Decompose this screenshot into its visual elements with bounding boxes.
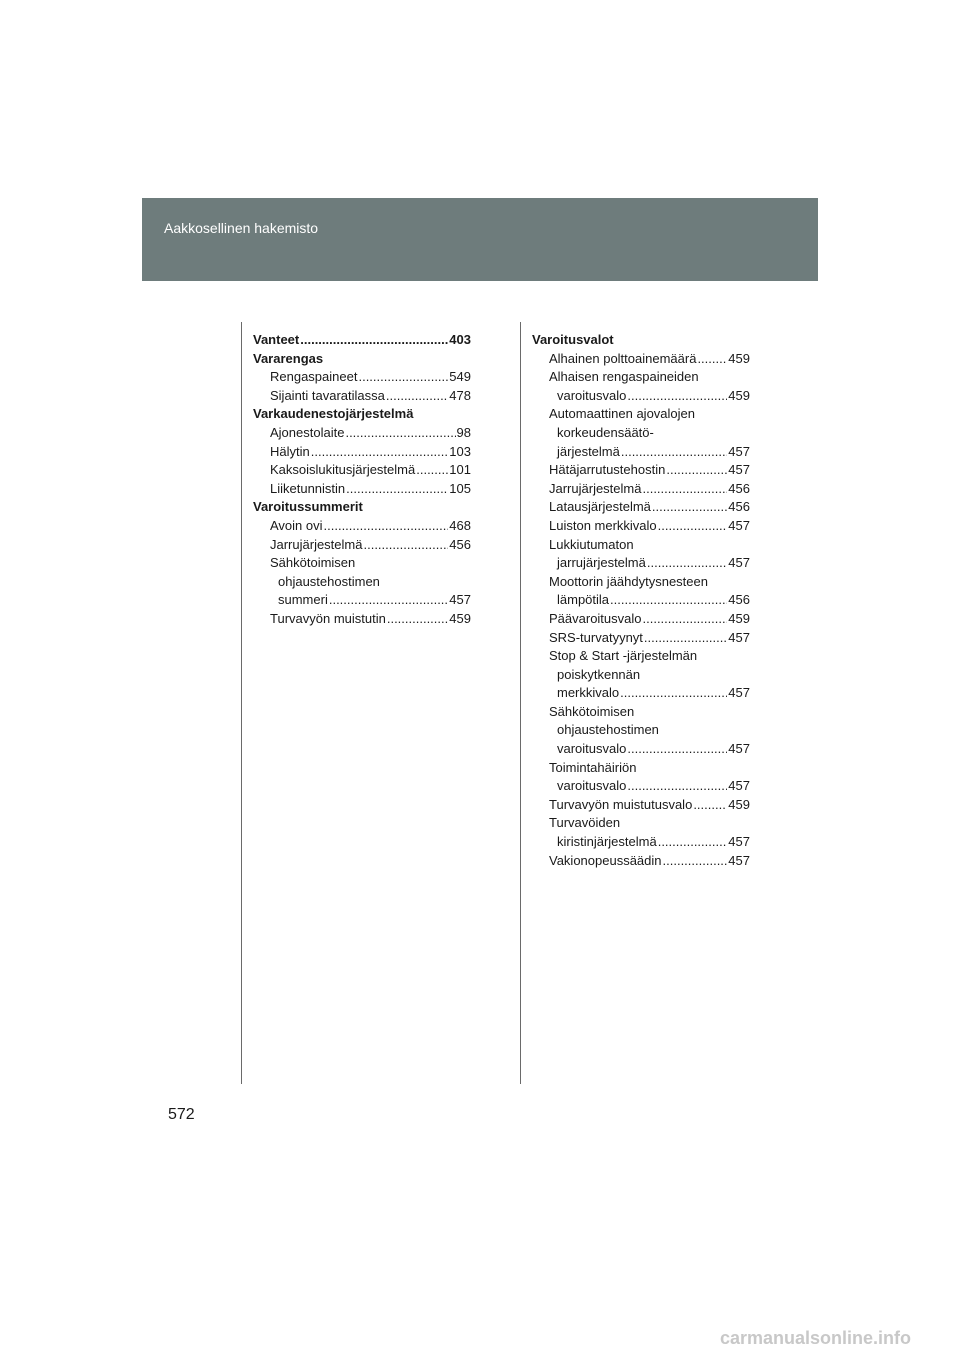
index-entry xyxy=(253,368,471,387)
index-entry-page: 456 xyxy=(728,480,750,496)
dot-leader xyxy=(627,740,727,759)
index-entry-page: 457 xyxy=(728,555,750,571)
index-entry-label: Jarrujärjestelmä xyxy=(549,480,642,496)
index-entry-label: Hätäjarrutustehostin xyxy=(549,462,666,478)
index-entry xyxy=(532,647,750,666)
index-entry xyxy=(253,480,471,499)
index-entry-label: merkkivalo xyxy=(557,685,620,701)
index-entry-label: Alhaisen rengaspaineiden xyxy=(549,369,699,385)
index-entry-label: kiristinjärjestelmä xyxy=(557,834,657,850)
index-entry-page: 457 xyxy=(728,517,750,533)
index-entry xyxy=(532,703,750,722)
index-entry-page: 105 xyxy=(449,480,471,496)
index-entry-label: summeri xyxy=(278,592,328,608)
index-entry-label: Hälytin xyxy=(270,443,310,459)
index-entry-label: varoitusvalo xyxy=(557,778,627,794)
index-entry-page: 98 xyxy=(456,424,471,440)
dot-leader xyxy=(697,350,727,369)
index-entry-label: SRS-turvatyynyt xyxy=(549,629,643,645)
index-entry-page: 457 xyxy=(728,834,750,850)
index-entry xyxy=(532,814,750,833)
index-entry xyxy=(532,833,750,852)
column-divider-left xyxy=(241,322,242,1084)
index-entry xyxy=(253,350,471,369)
index-entry-label: Lukkiutumaton xyxy=(549,536,634,552)
index-entry-label: Vanteet xyxy=(253,332,300,347)
dot-leader xyxy=(620,684,727,703)
index-entry-page: 457 xyxy=(728,443,750,459)
watermark: carmanualsonline.info xyxy=(720,1328,912,1348)
index-entry xyxy=(532,591,750,610)
index-entry-label: korkeudensäätö- xyxy=(557,424,654,440)
dot-leader xyxy=(644,629,727,648)
index-entry-page: 457 xyxy=(728,741,750,757)
index-entry-page: 457 xyxy=(728,852,750,868)
section-header xyxy=(142,198,818,281)
index-entry-page: 456 xyxy=(728,592,750,608)
index-entry-label: varoitusvalo xyxy=(557,387,627,403)
index-entry-page: 403 xyxy=(449,332,471,347)
index-entry xyxy=(253,387,471,406)
index-entry xyxy=(253,461,471,480)
index-entry xyxy=(253,331,471,350)
index-entry xyxy=(532,424,750,443)
index-entry-page: 456 xyxy=(449,536,471,552)
index-entry xyxy=(532,480,750,499)
index-entry-label: jarrujärjestelmä xyxy=(557,555,646,571)
dot-leader xyxy=(346,480,448,499)
dot-leader xyxy=(311,443,449,462)
index-entry xyxy=(253,610,471,629)
index-column-left xyxy=(253,331,471,629)
index-entry-page: 459 xyxy=(449,610,471,626)
dot-leader xyxy=(652,498,727,517)
index-entry-page: 457 xyxy=(449,592,471,608)
dot-leader xyxy=(416,461,448,480)
index-entry xyxy=(532,368,750,387)
dot-leader xyxy=(647,554,727,573)
index-entry-label: järjestelmä xyxy=(557,443,620,459)
dot-leader xyxy=(643,610,728,629)
index-entry xyxy=(532,387,750,406)
index-entry-label: ohjaustehostimen xyxy=(278,573,380,589)
index-entry-label: poiskytkennän xyxy=(557,666,641,682)
dot-leader xyxy=(324,517,449,536)
index-entry xyxy=(532,629,750,648)
index-entry xyxy=(253,554,471,573)
page-number: 572 xyxy=(168,1106,195,1123)
index-entry-label: Liiketunnistin xyxy=(270,480,346,496)
index-entry-label: Varoitusvalot xyxy=(532,332,614,347)
dot-leader xyxy=(329,591,448,610)
index-entry xyxy=(253,573,471,592)
index-entry-page: 459 xyxy=(728,350,750,366)
index-entry-label: Automaattinen ajovalojen xyxy=(549,406,695,422)
index-entry-label: Vararengas xyxy=(253,350,324,366)
index-entry-label: Alhainen polttoainemäärä xyxy=(549,350,697,366)
index-entry xyxy=(532,536,750,555)
index-entry-label: Ajonestolaite xyxy=(270,424,345,440)
dot-leader xyxy=(627,387,727,406)
dot-leader xyxy=(642,480,727,499)
index-entry xyxy=(253,591,471,610)
dot-leader xyxy=(363,536,448,555)
dot-leader xyxy=(666,461,727,480)
index-entry-page: 478 xyxy=(449,387,471,403)
index-entry xyxy=(532,443,750,462)
index-entry xyxy=(532,610,750,629)
index-entry xyxy=(532,350,750,369)
dot-leader xyxy=(358,368,448,387)
index-entry xyxy=(532,666,750,685)
index-entry-label: Stop & Start -järjestelmän xyxy=(549,648,698,664)
index-entry-label: varoitusvalo xyxy=(557,741,627,757)
dot-leader xyxy=(658,833,728,852)
index-entry-label: Toimintahäiriön xyxy=(549,759,637,775)
index-entry xyxy=(532,498,750,517)
index-column-right xyxy=(532,331,750,870)
index-entry-label: Avoin ovi xyxy=(270,517,323,533)
index-entry-page: 101 xyxy=(449,462,471,478)
dot-leader xyxy=(387,610,448,629)
index-entry-label: Sähkötoimisen xyxy=(549,703,635,719)
section-title: Aakkosellinen hakemisto xyxy=(164,220,319,236)
index-entry-page: 457 xyxy=(728,685,750,701)
index-entry-label: Kaksoislukitusjärjestelmä xyxy=(270,462,416,478)
index-entry xyxy=(532,759,750,778)
index-entry xyxy=(532,405,750,424)
index-entry xyxy=(253,443,471,462)
dot-leader xyxy=(663,852,728,871)
dot-leader xyxy=(610,591,727,610)
index-entry-label: ohjaustehostimen xyxy=(557,722,659,738)
index-entry-label: Turvavyön muistutin xyxy=(270,610,386,626)
index-entry-label: Vakionopeussäädin xyxy=(549,852,662,868)
index-entry xyxy=(532,554,750,573)
index-entry-page: 103 xyxy=(449,443,471,459)
dot-leader xyxy=(658,517,728,536)
index-entry xyxy=(532,573,750,592)
dot-leader xyxy=(627,777,727,796)
index-entry-label: Moottorin jäähdytysnesteen xyxy=(549,573,708,589)
index-entry-label: Sähkötoimisen xyxy=(270,555,356,571)
index-entry-label: Varkaudenestojärjestelmä xyxy=(253,406,414,422)
dot-leader xyxy=(345,424,455,443)
index-entry-label: Turvavöiden xyxy=(549,815,621,831)
index-entry-page: 468 xyxy=(449,517,471,533)
index-entry-page: 459 xyxy=(728,796,750,812)
dot-leader xyxy=(693,796,727,815)
index-entry xyxy=(532,517,750,536)
index-entry-label: Latausjärjestelmä xyxy=(549,499,651,515)
index-entry-page: 457 xyxy=(728,778,750,794)
index-entry-label: Päävaroitusvalo xyxy=(549,610,642,626)
index-entry xyxy=(532,796,750,815)
index-entry-label: Varoitussummerit xyxy=(253,499,363,515)
dot-leader xyxy=(621,443,727,462)
column-divider-middle xyxy=(520,322,521,1084)
index-entry xyxy=(532,777,750,796)
index-entry xyxy=(532,684,750,703)
index-entry-page: 549 xyxy=(449,369,471,385)
index-entry xyxy=(532,721,750,740)
index-entry-page: 457 xyxy=(728,629,750,645)
index-entry xyxy=(253,424,471,443)
dot-leader xyxy=(386,387,448,406)
index-entry-page: 456 xyxy=(728,499,750,515)
index-entry xyxy=(532,331,750,350)
dot-leader xyxy=(300,331,448,350)
index-entry-page: 457 xyxy=(728,462,750,478)
index-entry-label: Turvavyön muistutusvalo xyxy=(549,796,693,812)
index-entry xyxy=(253,517,471,536)
index-entry-label: Jarrujärjestelmä xyxy=(270,536,363,552)
index-entry-label: Rengaspaineet xyxy=(270,369,358,385)
index-entry xyxy=(253,536,471,555)
index-entry xyxy=(253,498,471,517)
index-entry-label: Luiston merkkivalo xyxy=(549,517,657,533)
index-entry-page: 459 xyxy=(728,387,750,403)
index-entry xyxy=(253,405,471,424)
index-entry-label: Sijainti tavaratilassa xyxy=(270,387,385,403)
index-entry-label: lämpötila xyxy=(557,592,610,608)
index-entry xyxy=(532,461,750,480)
index-entry-page: 459 xyxy=(728,610,750,626)
index-entry xyxy=(532,740,750,759)
index-entry xyxy=(532,852,750,871)
